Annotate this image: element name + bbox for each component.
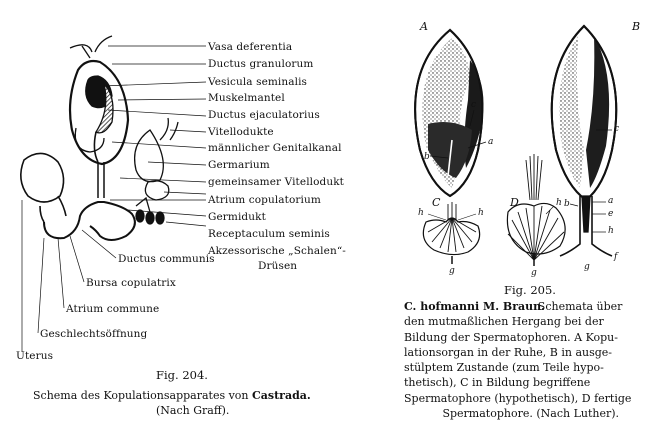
label-uterus: Uterus: [16, 350, 54, 362]
letter-A: A: [420, 20, 428, 33]
label-vasa-deferentia: Vasa deferentia: [208, 41, 293, 53]
label-druesen: Drüsen: [258, 260, 298, 272]
letter-D: D: [510, 196, 519, 209]
label-atrium-copulatorium: Atrium copulatorium: [208, 194, 321, 206]
letter-g-D: g: [531, 268, 537, 278]
letter-c-A: c: [471, 100, 477, 110]
label-gemeinsamer-vitellodukt: gemeinsamer Vitellodukt: [208, 176, 344, 188]
label-receptaculum-seminis: Receptaculum seminis: [208, 228, 330, 240]
label-maennlicher-genitalkanal: männlicher Genitalkanal: [208, 142, 342, 154]
label-atrium-commune: Atrium commune: [66, 303, 160, 315]
letter-f-B: f: [614, 252, 618, 262]
label-vesicula-seminalis: Vesicula seminalis: [208, 76, 308, 88]
fig204-number: Fig. 204.: [156, 368, 208, 382]
label-muskelmantel: Muskelmantel: [208, 92, 285, 104]
label-germidukt: Germidukt: [208, 211, 266, 223]
letter-g-B: g: [584, 262, 590, 272]
letter-e-B: e: [608, 209, 614, 219]
label-ductus-granulorum: Ductus granulorum: [208, 58, 314, 70]
letter-h-C-right: h: [478, 208, 484, 218]
label-bursa-copulatrix: Bursa copulatrix: [86, 277, 176, 289]
letter-C: C: [432, 196, 441, 209]
fig204-caption-genus: Castrada.: [252, 389, 311, 402]
letter-a-B: a: [608, 196, 614, 206]
letter-h-D: h: [556, 198, 562, 208]
fig204-caption-line2: (Nach Graff).: [156, 404, 230, 417]
label-geschlechtsoeffnung: Geschlechtsöffnung: [40, 328, 148, 340]
letter-h-C-left: h: [418, 208, 424, 218]
letter-g-C: g: [449, 266, 455, 276]
letter-h-B: h: [608, 226, 614, 236]
label-ductus-ejaculatorius: Ductus ejaculatorius: [208, 109, 320, 121]
fig205-caption-body: [404, 299, 631, 421]
letter-b-A: b: [424, 152, 430, 162]
fig205-number: Fig. 205.: [504, 283, 556, 297]
fig204-caption-line1: [33, 388, 311, 403]
fig205-caption-text: Schemata über den mutmaßlichen Hergang bei der Bildung der Spermatophoren. A Kopu- lationsorgan in der Ruhe, B in ausge- stülptem Zustande (zum Teile hypo- thetisch), C in Bildung begriffene Spermatophore (hypothetisch), D fertige Spermatophore. (Nach Luther).: [404, 300, 632, 421]
letter-c-B: c: [614, 124, 620, 134]
label-vitellodukte: Vitellodukte: [208, 126, 274, 138]
label-germarium: Germarium: [208, 159, 270, 171]
letter-b-B: b: [564, 199, 570, 209]
fig204-caption-text: Schema des Kopulationsapparates von: [33, 389, 249, 402]
fig205-caption-head: C. hofmanni M. Braun.: [404, 300, 545, 313]
label-ductus-communis: Ductus communis: [118, 253, 215, 265]
fig205-C-drawing: [423, 202, 479, 264]
letter-a-A: a: [488, 137, 494, 147]
fig205-A-drawing: [415, 30, 486, 196]
letter-B: B: [632, 20, 641, 33]
fig205-D-drawing: [507, 154, 565, 266]
label-akzessorische-schalen: Akzessorische „Schalen“-: [208, 245, 346, 257]
